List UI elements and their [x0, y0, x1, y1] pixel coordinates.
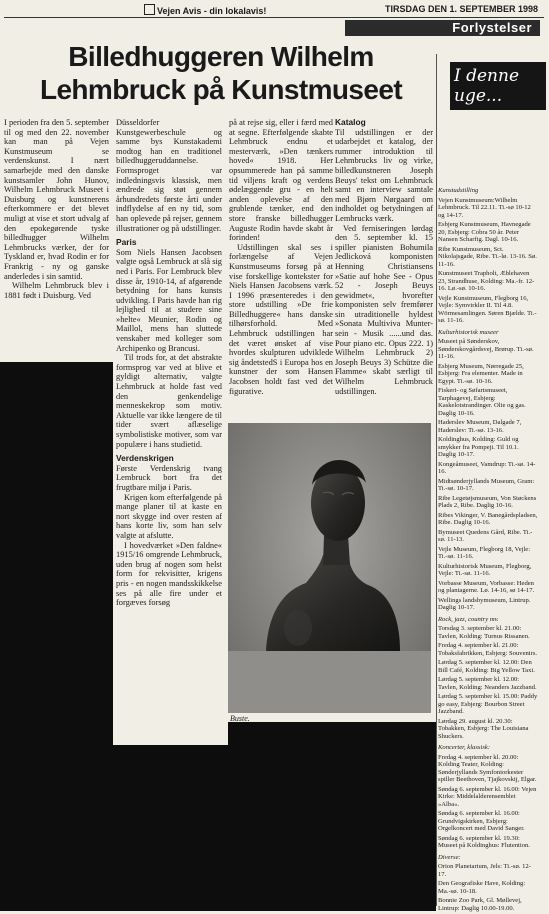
article-column-2 — [116, 118, 222, 608]
subheading: Paris — [116, 237, 137, 248]
listing-item: Den Geografiske Have, Kolding: Ma.-sø. 10-18. — [438, 880, 526, 895]
listing-item: Esbjerg Museum, Nørregade 25, Esbjerg: Fra elementer. Made in Egypt. Ti.-sø. 10-16. — [438, 362, 524, 385]
listing-item: Lørdag 5. september kl. 15.00: Paddy go easy, Esbjerg: Bourbon Street Jazzband. — [438, 693, 538, 715]
event-listings — [438, 183, 538, 914]
paragraph: Til udstillingen er der udarbejdet et katalog, der rummer introduktion til Lehmbrucks liv og virke, billedkunstneren Joseph Beuys' tekst om Lehmbruck samt en interview samtale med Bjørn Nørgaard om indholdet og betydningen af Lembrucks værk. — [335, 127, 433, 223]
issue-date: TIRSDAG DEN 1. SEPTEMBER 1998 — [384, 4, 538, 14]
section-header: Forlystelser — [345, 20, 540, 36]
listing-item: Haderslev Museum, Dalgade 7, Haderslev: Ti.-sø. 13-16. — [438, 419, 522, 434]
listing-item: Søndag 6. september kl. 19.30: Museet på Koldinghus: Flutention. — [438, 834, 530, 849]
paper-logo-icon — [144, 4, 155, 15]
listing-item: Vorbasse Museum, Vorbasse: Heden og plantagerne. Lø. 14-16, sø 14-17. — [438, 579, 535, 594]
listing-item: Vejen Kunstmuseum:Wilhelm Lehmbruck. Til 22.11. Ti.-sø 10-12 og 14-17. — [438, 196, 531, 219]
listing-item: Bonnie Zoo Park, Gl. Møllevej, Lintrup: Daglig 10.00-19.00. — [438, 897, 522, 912]
listing-item: Koldinghus, Kolding: Guld og smykker fra Pompeji. Til 10.1. Daglig 10-17. — [438, 436, 519, 458]
bust-sculpture-image — [228, 423, 431, 713]
listing-item: Søndag 6. september kl. 16.00: Grundvigskirken, Esbjerg: Orgelkoncert med David Sanger. — [438, 810, 525, 832]
listing-item: Ribes Vikinger, V. Banegårdspladsen, Ribe. Daglig 10-16. — [438, 511, 538, 526]
scan-background — [228, 722, 436, 911]
paragraph: Udstillingen skal ses i forlængelse af Vejen Kunstmuseums forsøg på at vise forskellige kontekster for Niels Hansen Jacobsens værk. I 1996 præsenteredes i den store udstilling »De frie Billedhuggere« hans danske tilhørsforhold. Med Lehmbruck udstillingen har det været ønsket af vise hvordes skulpturen udviklede sig åndetstedS i Europa hos en kunstner der som Hansen Jacobsen holdt fast ved det figurative. — [229, 242, 333, 396]
listing-item: Midtsønderjyllands Museum, Gram: Ti.-sø. 10-17. — [438, 477, 535, 492]
article-headline: Billedhuggeren Wilhelm Lehmbruck på Kunstmuseet — [39, 41, 403, 105]
listing-item: Fredag 4. september kl. 20.00: Kolding Teater, Kolding: Sønderjyllands Symfoniorkester spiller Beethoven, Tjajkovskij, Elgar. — [438, 753, 537, 783]
sidebar-title: I denne uge... — [450, 62, 546, 110]
listing-item: Esbjerg Kunstmuseum, Havnegade 20, Esbjerg: Cobra 50 år. Peter Nansen Scharfig. Dagl. 10-16. — [438, 221, 531, 243]
paragraph: Ved ferniseringen lørdag den 5. september kl. 15 spiller pianisten Bohumila Jedlicková komponisten Henning Christiansens »Satie auf hohe See - Opus 52 - Joseph Beuys gewidmet«, hvorefter komponisten selv fremfører sin utraditionelle hyldest »Sonata Multiviva Munter-sein - Musik ......und das. Pour piano etc. Opus 222. 1) Wilhelm Lehmbruck 2) Joseph Beuys 3) Schütze die Flamme« skabt særligt til Wilhelm Lehmbruck udstillingen. — [335, 223, 433, 396]
masthead — [4, 3, 544, 18]
listing-item: Kulturhistorisk Museum, Flegborg, Vejle: Ti.-sø. 11-16. — [438, 562, 532, 577]
paragraph: Düsseldorfer Kunstgewerbeschule og samme bys Kunstakademi modtog han en traditionel billedhuggeruddannelse. Formsproget var indledningsvis klassisk, men ændrede sig støt gennem århundredets første årti under indflydelse af en ny tid, som han oplevede på rejser, gennem illustrationer og på udstillinger. — [116, 118, 222, 233]
paragraph: Som Niels Hansen Jacobsen valgte også Lembruck at slå sig ned i Paris. For Lembruck blev disse år, 1910-14, af afgørende betydning for hans kunsts udvikling. I Paris havde han rig lejlighed til at studere sine »helte« Meunier, Rodin og Maillol, mens han sluttede venskaber med kolleger som Archipenko og Brancusi. — [116, 247, 222, 353]
listing-item: Lørdag 29. august kl. 20.30: Tobakken, Esbjerg: The Louisiana Shuckers. — [438, 717, 529, 740]
photo-caption: Buste. — [230, 714, 250, 723]
listing-item: Torsdag 3. september kl. 21.00: Tavlen, Kolding: Turnus Rissanen. — [438, 625, 530, 640]
listing-item: Søndag 6. september kl. 16.00: Vejen Kirke: Middelalderensemblet »Alba«. — [438, 785, 537, 808]
article-column-1 — [4, 118, 109, 300]
listing-item: Bymuseet Quedens Gård, Ribe. Ti.-sø. 11-13. — [438, 528, 533, 543]
listing-item: Orion Planetarium, Jels: Ti.-sø. 12-17. — [438, 863, 531, 878]
paragraph: Krigen kom efterfølgende på mange planer til at kaste en nort skygge ind over resten af hans korte liv, som han selv valgte at afslutte. — [116, 492, 222, 540]
article-column-4 — [335, 118, 433, 396]
scan-background — [113, 745, 228, 911]
listing-item: Museet på Sønderskov, Sønderskovgårdsvej, Brørup. Ti.-sø. 11-16. — [438, 338, 534, 360]
listing-item: Kongeåmuseet, Vamdrup: Ti.-sø. 14-16. — [438, 460, 536, 475]
listing-item: Ribe Kunstmuseum, Sct. Nikolajsgade, Ribe. Ti.-lø. 13-16. Sø. 11-16. — [438, 245, 537, 268]
paragraph: Til trods for, at det abstrakte formsprog var ved at blive et gyldigt alternativ, valgte Lehmbruck at holde fast ved den genkendelige menneskekrop som motiv. Aktuelle var ikke længere de til tider svært aflæselige symbolistiske motiver, som var populære i hans studietid. — [116, 353, 222, 449]
listing-item: Lørdag 5. september kl. 12.00: Den Bill Café, Kolding: Big Yellow Taxi. — [438, 659, 535, 674]
listing-heading: Rock, jazz, country mv. — [438, 615, 499, 623]
listing-item: Vejle Kunstmuseum, Flegborg 16, Vejle: Symvirkler II. Til 4.8. Wörmesamlingen. Søren Bjælde. Ti.-sø. 11-16. — [438, 294, 537, 324]
paragraph: på at rejse sig, eller i færd med at segne. Efterfølgende skabte Lehmbruck endnu et mesterværk, »Den tænkers hoved« 1918. Her opsummerede han på samme tid viljens kraft og verdens ødelæggende gru - en helt anden oplevelse af den grublende tænker, end den store franske billedhugger Auguste Rodin havde skabt år forinden! — [229, 118, 333, 243]
paper-name — [144, 4, 266, 16]
listing-item: Fredag 4. september kl. 21.00: Tobaksfabrikken, Esbjerg: Souvenirs. — [438, 642, 538, 657]
listing-item: Kunstmuseet Trapholt, Æblehaven 23, Strandhuse, Kolding: Ma.-fr. 12-16. Lø.-sø. 10-16. — [438, 270, 535, 292]
listing-heading: Kunstudstilling — [438, 187, 479, 194]
subheading: Verdenskrigen — [116, 453, 174, 464]
listing-item: Wellings landsbymuseum, Lintrup. Daglig 10-17. — [438, 596, 531, 611]
paper-name-text: Vejen Avis - din lokalavis! — [157, 6, 267, 16]
sculpture-photo — [228, 423, 431, 713]
listing-item: Vejle Museum, Flegborg 18, Vejle: Ti.-sø. 11-16. — [438, 545, 531, 560]
paragraph: Første Verdenskrig tvang Lembruck bort fra det frugtbare miljø i Paris. — [116, 463, 222, 492]
paragraph: Wilhelm Lehmbruck blev i 1881 født i Duisburg. Ved — [4, 281, 109, 300]
paragraph: I hovedværket »Den faldne« 1915/16 omgrende Lehmbruck, uden brug af nogen som helst form for rekvisitter, krigens pris - en nogen mandsskikkelse ses på alle fire under et forgæves forsøg — [116, 540, 222, 608]
listing-heading: Kulturhistorisk museer — [438, 328, 499, 336]
subheading: Katalog — [335, 117, 366, 127]
listing-item: Fiskeri- og Søfartsmuseet, Tarphagevej, Esbjerg: Kaskelotstrandinger. Olie og gas. Daglig 10-16. — [438, 387, 526, 417]
paragraph: I perioden fra den 5. september til og med den 22. november kan man på Vejen Kunstmuseum se verdenskunst. I nært samarbejde med den danske kunstsamler John Hunov, Wilhelm Lehmbruck Museet i Duisburg og kunstnerens efterkommere er det blevet muligt at vise et stort udvalg af den epokegørende tyske billedhugger Wilhelm Lehmbrucks værker, der for Tyskland er, hvad Rodin er for Frankrig - ny og ganske anderledes i sin samtid. — [4, 118, 109, 281]
article-column-3 — [229, 118, 333, 396]
listing-item: Lørdag 5. september kl. 12.00: Tavlen, Kolding: Neanders Jazzband. — [438, 676, 537, 691]
listing-heading: Koncerter, klassisk: — [438, 744, 491, 751]
scan-background — [0, 362, 113, 911]
listing-item: Ribe Legetøjsmuseum, Von Støckens Plads 2, Ribe. Daglig 10-16. — [438, 494, 537, 509]
listing-heading: Diverse: — [438, 853, 461, 861]
